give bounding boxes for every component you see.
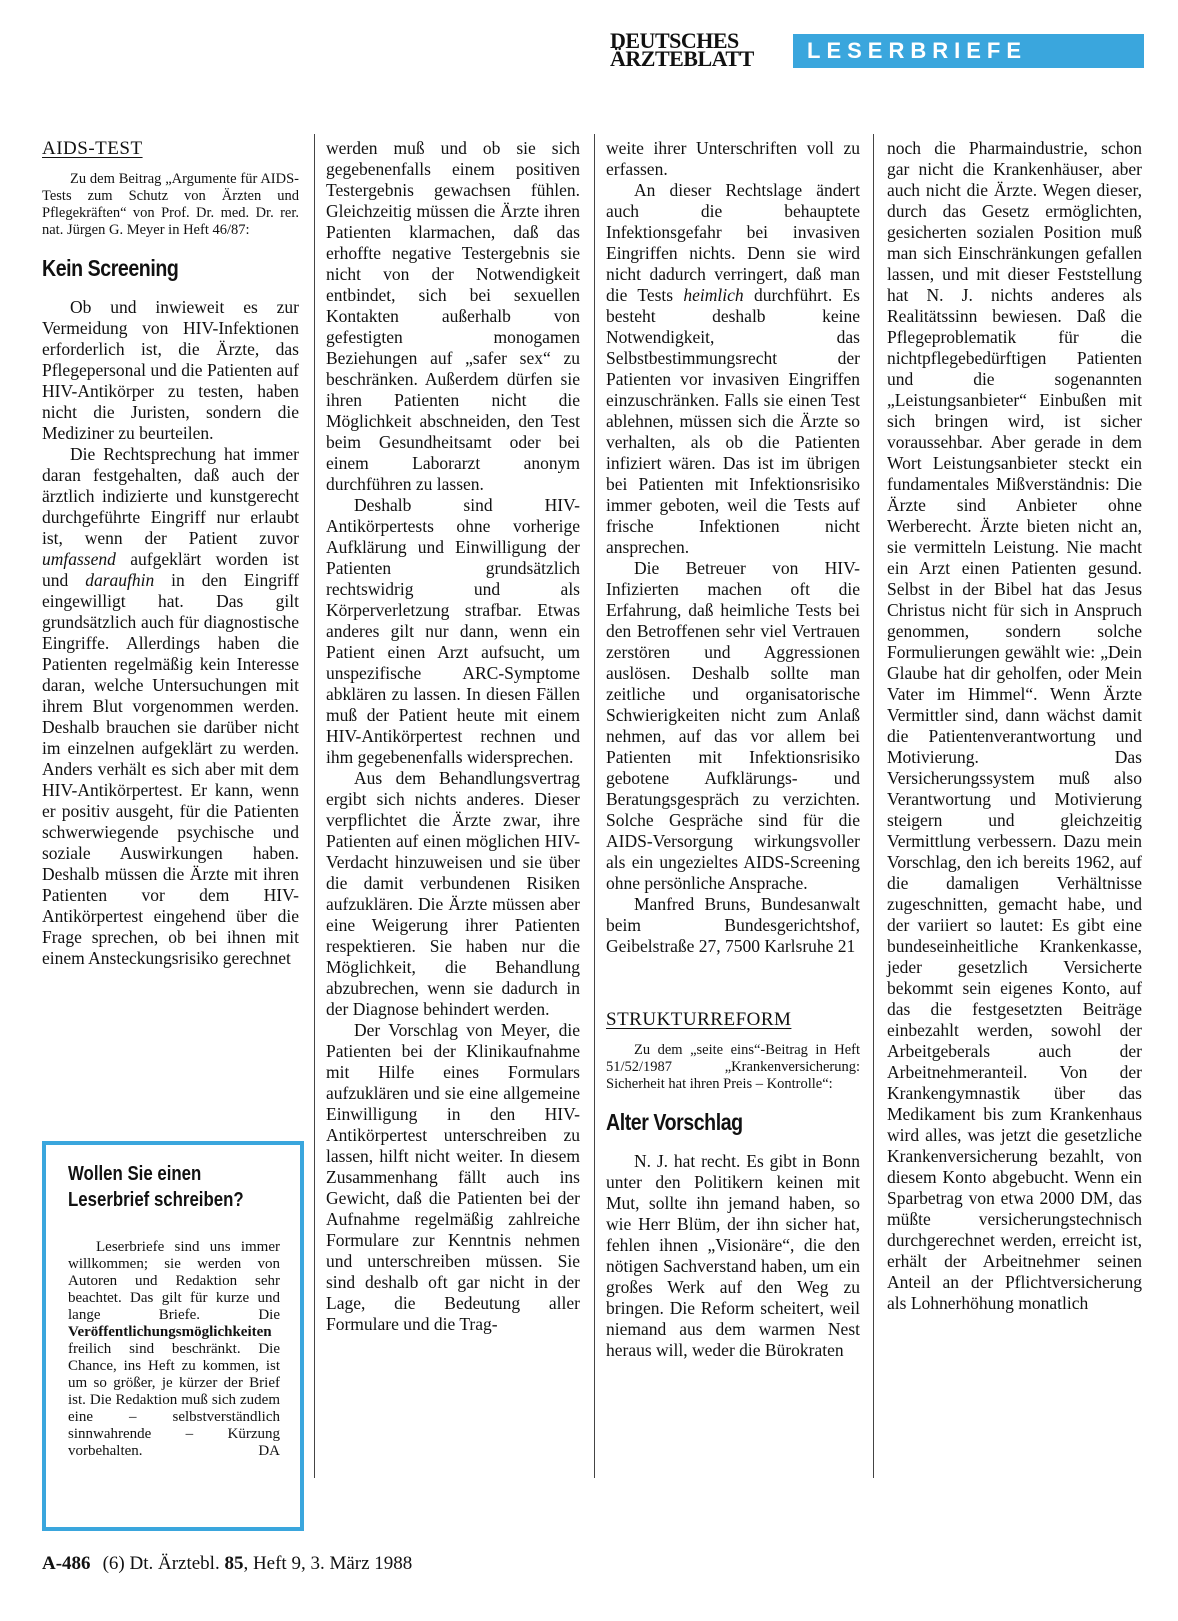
volume-number: 85 xyxy=(224,1553,244,1574)
column-rule xyxy=(873,134,874,1478)
article-headline: Alter Vorschlag xyxy=(606,1109,743,1135)
info-box-text: Leserbriefe sind uns immer willkommen; sie werden von Autoren und Redaktion sehr beachtet. Das gilt für kurze und lange Briefe. Die Veröffentlichungsmöglichkeiten freilich sind beschränkt. Die Chance, ins Heft zu kommen, ist um so größer, je kürzer der Brief ist. Die Redaktion muß sich zudem eine – selbstverständlich sinnwahrende – Kürzung vorbehalten. xyxy=(68,1239,280,1459)
info-box-signature: DA xyxy=(258,1443,280,1459)
page-number: A-486 xyxy=(42,1553,91,1574)
body-paragraph: Der Vorschlag von Meyer, die Patienten bei der Klinikaufnahme mit Hilfe eines Formulars aufzuklären und sie eine allgemeine Einwilligung in den HIV-Antikörpertest unterschreiben zu lassen, hilft nicht weiter. In diesem Zusammenhang fällt auch ins Gewicht, daß die Patienten bei der Aufnahme regelmäßig zahlreiche Formulare zur Kenntnis nehmen und unterschreiben müssen. Sie sind deshalb oft gar nicht in der Lage, die Bedeutung aller Formulare und die Trag- xyxy=(326,1020,580,1334)
rubric-aids-test: AIDS-TEST xyxy=(42,138,143,159)
page-footer xyxy=(42,1553,412,1575)
body-paragraph: N. J. hat recht. Es gibt in Bonn unter den Politikern keinen mit Mut, sollte ihn jemand haben, so wie Herr Blüm, der ihn sicher hat, fehlen ihnen „Visionäre“, die den nötigen Sachverstand haben, um ein großes Werk auf den Weg zu bringen. Die Reform scheitert, weil niemand aus dem warmen Nest heraus will, weder die Bürokraten xyxy=(606,1151,860,1360)
body-paragraph: Die Rechtsprechung hat immer daran festgehalten, daß auch der ärztlich indizierte und kunstgerecht durchgeführte Eingriff nur erlaubt ist, wenn der Patient zuvor umfassend aufgeklärt worden ist und daraufhin in den Eingriff eingewilligt hat. Das gilt grundsätzlich auch für diagnostische Eingriffe. Allerdings haben die Patienten regelmäßig kein Interesse daran, welche Untersuchungen mit ihrem Blut vorgenommen werden. Deshalb brauchen sie darüber nicht im einzelnen aufgeklärt zu werden. Anders verhält es sich aber mit dem HIV-Antikörpertest. Er kann, wenn er positiv ausgeht, für die Patienten schwerwiegende psychische und soziale Auswirkungen haben. Deshalb müssen die Ärzte mit ihren Patienten vor dem HIV-Antikörpertest eingehend über die Frage sprechen, ob bei ihnen mit einem Ansteckungsrisiko gerechnet xyxy=(42,444,299,968)
body-paragraph: An dieser Rechtslage ändert auch die behauptete Infektionsgefahr bei invasiven Eingriffen nichts. Denn sie wird nicht dadurch verringert, daß man die Tests heimlich durchführt. Es besteht deshalb keine Notwendigkeit, das Selbstbestimmungsrecht der Patienten vor invasiven Eingriffen einzuschränken. Falls sie einen Test ablehnen, müssen sich die Ärzte so verhalten, als ob die Patienten infiziert wären. Das ist im übrigen bei Patienten mit Infektionsrisiko immer geboten, weil die Tests auf frische Infektionen nicht ansprechen. xyxy=(606,180,860,557)
masthead-line2: ÄRZTEBLATT xyxy=(610,46,754,71)
body-paragraph: noch die Pharmaindustrie, schon gar nicht die Krankenhäuser, aber auch nicht die Ärzte. Wegen dieser, durch das Gesetz ermöglichten, gesicherten sozialen Position muß man sich Einschränkungen gefallen lassen, und mit dieser Feststellung hat N. J. nichts anderes als Realitätssinn bewiesen. Daß die Pflegeproblematik für die nichtpflegebedürftigen Patienten und die sogenannten „Leistungsanbieter“ Einbußen mit sich bringen wird, ist sicher voraussehbar. Aber gerade in dem Wort Leistungsanbieter steckt ein fundamentales Mißverständnis: Die Ärzte sind Anbieter ohne Werberecht. Ärzte bieten nicht an, sie vermitteln Leistung. Nie macht ein Arzt einen Patienten gesund. Selbst in der Bibel hat das Jesus Christus nicht für sich in Anspruch genommen, sondern solche Formulierungen gewählt wie: „Dein Glaube hat dir geholfen, oder Mein Vater im Himmel“. Wenn Ärzte Vermittler sind, dann wächst damit die Patientenverantwortung und Motivierung. Das Versicherungssystem muß also Verantwortung und Motivierung steigern und gleichzeitig Vermittlung verbessern. Dazu mein Vorschlag, den ich bereits 1962, auf die damaligen Verhältnisse zugeschnitten, gemacht habe, und der variiert so lautet: Es gibt eine bundeseinheitliche Krankenkasse, jeder gesetzlich Versicherte bekommt sein eigenes Konto, auf das die festgesetzten Beiträge einbezahlt werden, sowohl der Arbeitgeberals auch der Arbeitnehmeranteil. Von der Krankengymnastik über das Medikament bis zum Krankenhaus wird alles, was jetzt die gesetzliche Krankenversicherung bezahlt, von diesem Konto abgebucht. Wenn ein Sparbetrag von etwa 2000 DM, das müßte versicherungstechnisch durchgerechnet werden, erreicht ist, erhält der Arbeitnehmer seinen Anteil an der Pflichtversicherung als Lohnerhöhung monatlich xyxy=(887,138,1142,1313)
issue-info: (6) Dt. Ärztebl. xyxy=(102,1553,225,1574)
article-headline: Kein Screening xyxy=(42,255,179,281)
masthead-logo xyxy=(610,28,785,71)
rubric-strukturreform: STRUKTURREFORM xyxy=(606,1009,792,1030)
body-paragraph: Aus dem Behandlungsvertrag ergibt sich nichts anderes. Dieser verpflichtet die Ärzte zwar, ihre Patienten auf einen möglichen HIV-Verdacht hinzuweisen und sie über die damit verbundenen Risiken aufzuklären. Die Ärzte müssen aber eine Weigerung ihrer Patienten respektieren. Sie haben nur die Möglichkeit, die Behandlung abzubrechen, wenn sie dadurch in der Diagnose behindert werden. xyxy=(326,768,580,1019)
issue-date: , Heft 9, 3. März 1988 xyxy=(243,1553,413,1574)
info-box-title: Wollen Sie einen Leserbrief schreiben? xyxy=(68,1162,244,1211)
body-paragraph: weite ihrer Unterschriften voll zu erfassen. xyxy=(606,138,860,179)
column-4 xyxy=(887,138,1142,1314)
column-2 xyxy=(326,138,580,1335)
body-paragraph: werden muß und ob sie sich gegebenenfalls einem positiven Testergebnis gewachsen fühlen. Gleichzeitig müssen die Ärzte ihren Patienten klarmachen, daß das erhoffte negative Testergebnis sie nicht von der Notwendigkeit entbindet, sich bei sexuellen Kontakten außerhalb von gefestigten monogamen Beziehungen auf „safer sex“ zu beschränken. Außerdem dürfen sie ihren Patienten nicht die Möglichkeit abschneiden, den Test beim Gesundheitsamt oder bei einem Laborarzt anonym durchführen zu lassen. xyxy=(326,138,580,494)
article-lead: Zu dem „seite eins“-Beitrag in Heft 51/52/1987 „Krankenversicherung: Sicherheit hat ihren Preis – Kontrolle“: xyxy=(606,1042,860,1092)
body-paragraph: Die Betreuer von HIV-Infizierten machen oft die Erfahrung, daß heimliche Tests bei den Betroffenen sehr viel Vertrauen zerstören und Aggressionen auslösen. Deshalb sollte man zeitliche und organisatorische Schwierigkeiten nicht zum Anlaß nehmen, auf das vor allem bei Patienten mit Infektionsrisiko gebotene Aufklärungs- und Beratungsgespräch zu verzichten. Solche Gespräche sind für die AIDS-Versorgung wirkungsvoller als ein ungezieltes AIDS-Screening ohne persönliche Ansprache. xyxy=(606,558,860,893)
article-lead: Zu dem Beitrag „Argumente für AIDS-Tests zum Schutz von Ärzten und Pflegekräften“ von Prof. Dr. med. Dr. rer. nat. Jürgen G. Meyer in Heft 46/87: xyxy=(42,171,299,238)
column-3 xyxy=(606,138,860,1361)
column-rule xyxy=(594,134,595,1478)
info-box xyxy=(42,1141,304,1531)
column-1 xyxy=(42,138,299,969)
body-paragraph: Ob und inwieweit es zur Vermeidung von HIV-Infektionen erforderlich ist, die Ärzte, das Pflegepersonal und die Patienten auf HIV-Antikörper zu testen, haben nicht die Juristen, sondern die Mediziner zu beurteilen. xyxy=(42,297,299,443)
body-paragraph: Deshalb sind HIV-Antikörpertests ohne vorherige Aufklärung und Einwilligung der Patienten grundsätzlich rechtswidrig und als Körperverletzung strafbar. Etwas anderes gilt nur dann, wenn ein Patient einen Arzt aufsucht, um unspezifische ARC-Symptome abklären zu lassen. In diesen Fällen muß der Patient heute mit einem HIV-Antikörpertest rechnen und ihm gegebenenfalls widersprechen. xyxy=(326,495,580,767)
column-rule xyxy=(314,134,315,1478)
masthead-line1: DEUTSCHES xyxy=(610,28,739,53)
author-signature: Manfred Bruns, Bundesanwalt beim Bundesgerichtshof, Geibelstraße 27, 7500 Karlsruhe 21 xyxy=(606,894,860,956)
section-banner: LESERBRIEFE xyxy=(793,34,1144,68)
